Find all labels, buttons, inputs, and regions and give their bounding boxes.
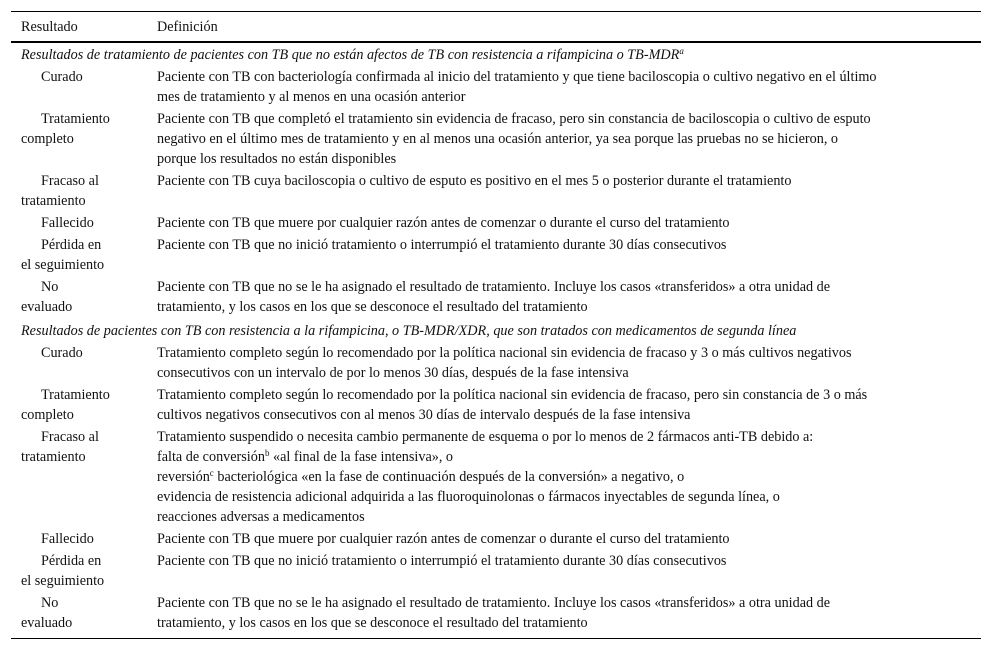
bottom-rule: [11, 638, 981, 639]
header-definition: Definición: [157, 19, 218, 35]
definition-text: Paciente con TB que no inició tratamiento o interrumpió el tratamiento durante 30 días consecutivos: [157, 553, 727, 569]
result-label-cont: evaluado: [21, 615, 73, 631]
definition-text: Tratamiento completo según lo recomendado por la política nacional sin evidencia de fracaso, pero sin constancia de 3 o más cultivos negativos consecutivos con al menos 30 días de intervalo después de la fase intensiva: [157, 387, 868, 423]
definition-text: Paciente con TB cuya baciloscopia o cultivo de esputo es positivo en el mes 5 o posterior durante el tratamiento: [157, 173, 792, 189]
definition-text: Paciente con TB que muere por cualquier razón antes de comenzar o durante el curso del tratamiento: [157, 531, 730, 547]
definition-text: Tratamiento suspendido o necesita cambio permanente de esquema o por lo menos de 2 fármacos anti-TB debido a: falta de conversión$^b$ «al final de la fase intensiva», o reversión$^c$ bacteriológica «en la fase de continuación después de la conversión» a negativo, o evidencia de resistencia adicional adquirida a las fluoroquinolonas o fármacos inyectables de segunda línea, o reacciones adversas a medicamentos: [157, 429, 814, 525]
definition-text: Paciente con TB que no inició tratamiento o interrumpió el tratamiento durante 30 días consecutivos: [157, 237, 727, 253]
result-label: Pérdida en: [41, 237, 102, 253]
result-label: Tratamiento: [41, 387, 110, 403]
result-label-cont: completo: [21, 131, 74, 147]
result-label: No: [41, 279, 59, 295]
result-label: Fallecido: [41, 215, 94, 231]
result-label: Fallecido: [41, 531, 94, 547]
result-label: No: [41, 595, 59, 611]
definition-text: Paciente con TB que muere por cualquier razón antes de comenzar o durante el curso del tratamiento: [157, 215, 730, 231]
section-1-title: Resultados de tratamiento de pacientes con TB que no están afectos de TB con resistencia a rifampicina o TB-MDR$^a$: [21, 46, 684, 63]
definition-text: Paciente con TB que no se le ha asignado el resultado de tratamiento. Incluye los casos «transferidos» a otra unidad de tratamiento, y los casos en los que se desconoce el resultado del tratamiento: [157, 595, 831, 631]
result-label: Curado: [41, 69, 83, 85]
result-label: Curado: [41, 345, 83, 361]
result-label: Pérdida en: [41, 553, 102, 569]
result-label-cont: evaluado: [21, 299, 73, 315]
definition-text: Paciente con TB que completó el tratamiento sin evidencia de fracaso, pero sin constancia de baciloscopia o cultivo de esputo negativo en el último mes de tratamiento y en al menos una ocasión anterior, ya sea porque las pruebas no se hicieron, o porque los resultados no están disponibles: [157, 111, 871, 167]
result-label-cont: tratamiento: [21, 449, 86, 465]
definition-text: Tratamiento completo según lo recomendado por la política nacional sin evidencia de fracaso y 3 o más cultivos negativos consecutivos con un intervalo de por lo menos 30 días, después de la fase intensiva: [157, 345, 852, 381]
header-rule: [11, 41, 981, 43]
result-label-cont: el seguimiento: [21, 257, 105, 273]
section-2-title: Resultados de pacientes con TB con resistencia a la rifampicina, o TB-MDR/XDR, que son tratados con medicamentos de segunda línea: [21, 323, 797, 339]
header-result: Resultado: [21, 19, 78, 35]
definition-text: Paciente con TB que no se le ha asignado el resultado de tratamiento. Incluye los casos «transferidos» a otra unidad de tratamiento, y los casos en los que se desconoce el resultado del tratamiento: [157, 279, 831, 315]
result-label: Fracaso al: [41, 429, 99, 445]
result-label-cont: completo: [21, 407, 74, 423]
result-label-cont: tratamiento: [21, 193, 86, 209]
definition-text: Paciente con TB con bacteriología confirmada al inicio del tratamiento y que tiene baciloscopia o cultivo negativo en el último mes de tratamiento y al menos en una ocasión anterior: [157, 69, 877, 105]
top-rule: [11, 11, 981, 12]
result-label: Fracaso al: [41, 173, 99, 189]
result-label-cont: el seguimiento: [21, 573, 105, 589]
result-label: Tratamiento: [41, 111, 110, 127]
